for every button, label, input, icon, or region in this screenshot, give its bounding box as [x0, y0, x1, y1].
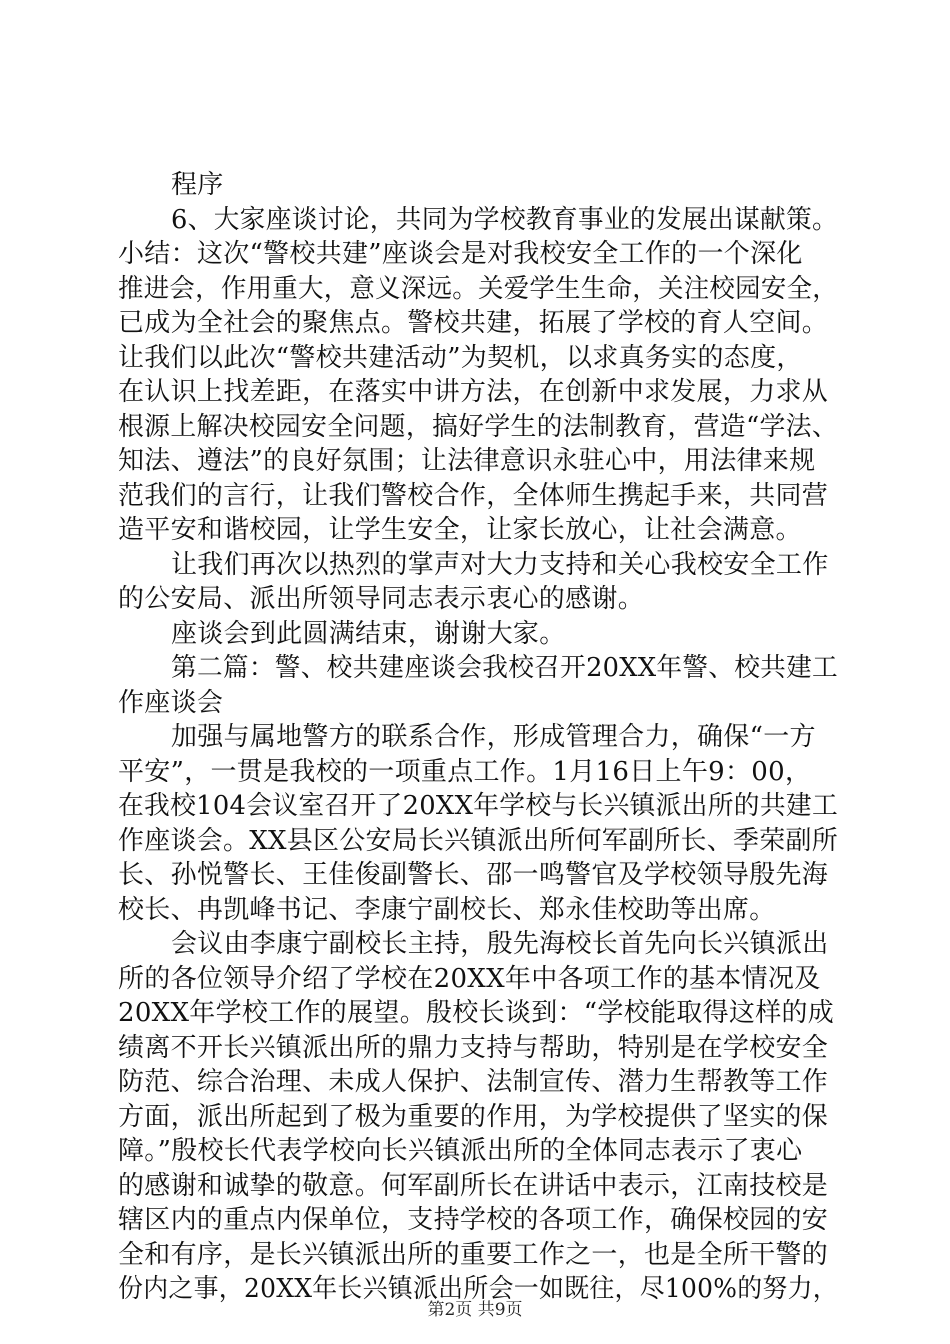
text-line: 知法、遵法”的良好氛围；让法律意识永驻心中，用法律来规	[118, 446, 816, 476]
text-line: 范我们的言行，让我们警校合作，全体师生携起手来，共同营	[118, 480, 829, 511]
text-line: 让我们再次以热烈的掌声对大力支持和关心我校安全工作	[171, 549, 829, 580]
text-line: 作座谈会	[118, 687, 224, 718]
text-line: 份内之事，20XX年长兴镇派出所会一如既往，尽100%的努力，	[118, 1274, 838, 1304]
text-line: 长、孙悦警长、王佳俊副警长、邵一鸣警官及学校领导殷先海	[118, 860, 829, 890]
text-line: 加强与属地警方的联系合作，形成管理合力，确保“一方	[171, 722, 816, 752]
text-line: 第二篇：警、校共建座谈会我校召开20XX年警、校共建工	[171, 653, 838, 683]
document-body	[118, 168, 838, 1307]
text-line: 校长、冉凯峰书记、李康宁副校长、郑永佳校助等出席。	[118, 894, 776, 925]
text-line: 在认识上找差距，在落实中讲方法，在创新中求发展，力求从	[118, 377, 829, 407]
text-line: 全和有序，是长兴镇派出所的重要工作之一，也是全所干警的	[118, 1239, 829, 1270]
text-line: 障。”殷校长代表学校向长兴镇派出所的全体同志表示了衷心	[118, 1136, 803, 1166]
text-line: 根源上解决校园安全问题，搞好学生的法制教育，营造“学法、	[118, 411, 838, 442]
text-line: 6、大家座谈讨论，共同为学校教育事业的发展出谋献策。	[171, 204, 838, 235]
text-line: 绩离不开长兴镇派出所的鼎力支持与帮助，特别是在学校安全	[118, 1032, 829, 1063]
text-line: 的感谢和诚挚的敬意。何军副所长在讲话中表示，江南技校是	[118, 1170, 829, 1201]
text-line: 造平安和谐校园，让学生安全，让家长放心，让社会满意。	[118, 515, 802, 545]
text-line: 防范、综合治理、未成人保护、法制宣传、潜力生帮教等工作	[118, 1067, 829, 1097]
text-line: 会议由李康宁副校长主持，殷先海校长首先向长兴镇派出	[171, 929, 829, 959]
page-footer: 第2页 共9页	[427, 1300, 523, 1320]
text-line: 方面，派出所起到了极为重要的作用，为学校提供了坚实的保	[118, 1101, 829, 1132]
text-line: 让我们以此次“警校共建活动”为契机，以求真务实的态度，	[118, 342, 803, 373]
text-line: 程序	[171, 170, 224, 200]
text-line: 已成为全社会的聚焦点。警校共建，拓展了学校的育人空间。	[118, 308, 829, 338]
text-line: 在我校104会议室召开了20XX年学校与长兴镇派出所的共建工	[118, 791, 838, 821]
text-line: 的公安局、派出所领导同志表示衷心的感谢。	[118, 584, 645, 614]
text-line: 20XX年学校工作的展望。殷校长谈到：“学校能取得这样的成	[118, 998, 835, 1028]
text-line: 小结：这次“警校共建”座谈会是对我校安全工作的一个深化	[118, 239, 803, 269]
text-line: 作座谈会。XX县区公安局长兴镇派出所何军副所长、季荣副所	[118, 825, 838, 856]
text-line: 座谈会到此圆满结束，谢谢大家。	[171, 618, 566, 649]
text-line: 推进会，作用重大，意义深远。关爱学生生命，关注校园安全，	[118, 273, 838, 304]
text-line: 辖区内的重点内保单位，支持学校的各项工作，确保校园的安	[118, 1205, 829, 1235]
text-line: 所的各位领导介绍了学校在20XX年中各项工作的基本情况及	[118, 963, 821, 994]
text-line: 平安”，一贯是我校的一项重点工作。1月16日上午9：00，	[118, 756, 812, 787]
